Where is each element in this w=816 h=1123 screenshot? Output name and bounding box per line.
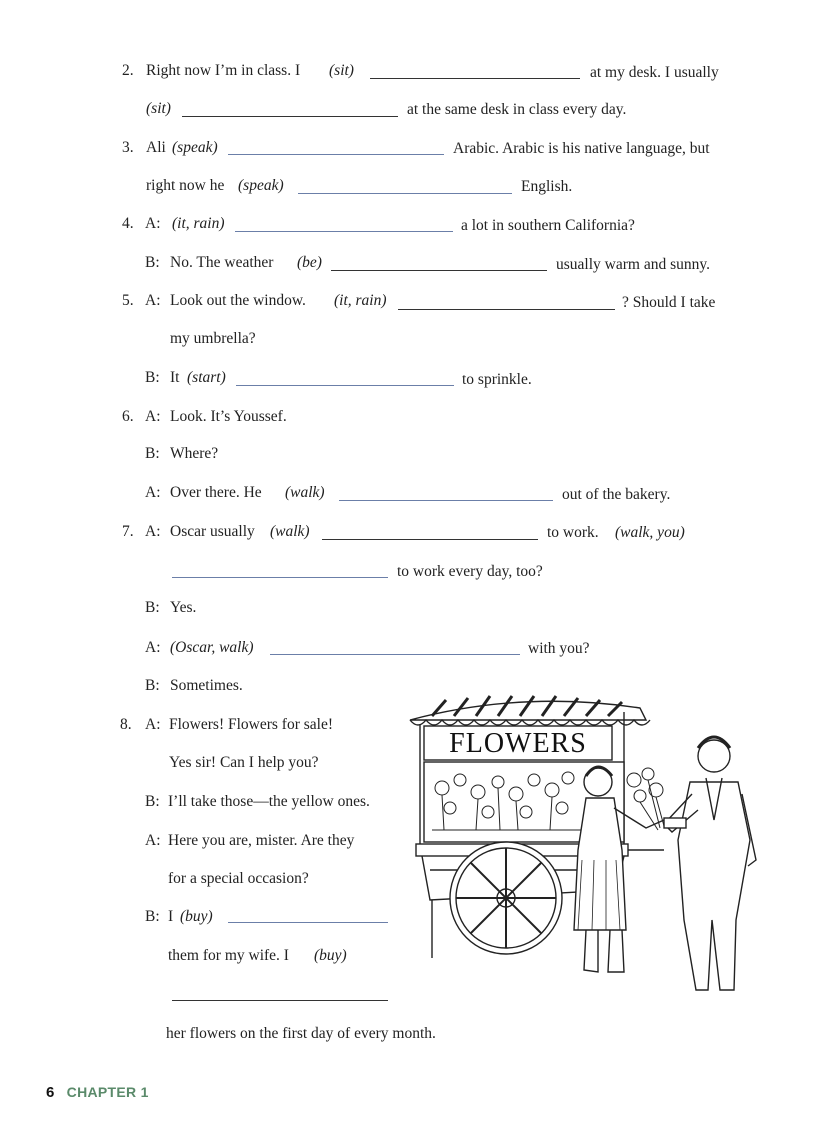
item-text: her flowers on the first day of every month. [166,1025,436,1042]
item-text: I’ll take those—the yellow ones. [168,793,370,810]
item-text: Ali [146,139,166,156]
speaker-label: B: [145,445,160,462]
speaker-label: A: [145,484,161,501]
item-number: 6. [122,408,134,425]
answer-blank[interactable] [228,154,444,155]
speaker-label: A: [145,292,161,309]
item-text: It [170,369,180,386]
verb-cue: (walk) [285,484,325,501]
speaker-label: A: [145,639,161,656]
item-text: Yes sir! Can I help you? [169,754,319,771]
item-text: at my desk. I usually [590,64,719,81]
speaker-label: A: [145,215,161,232]
item-text: my umbrella? [170,330,256,347]
flower-cart-illustration [402,690,762,1008]
item-text: them for my wife. I [168,947,289,964]
answer-blank[interactable] [298,193,512,194]
speaker-label: B: [145,369,160,386]
answer-blank[interactable] [331,270,547,271]
verb-cue: (walk, you) [615,524,685,541]
item-text: English. [521,178,573,195]
verb-cue: (buy) [314,947,347,964]
item-number: 5. [122,292,134,309]
speaker-label: A: [145,523,161,540]
verb-cue: (start) [187,369,226,386]
item-number: 8. [120,716,132,733]
item-text: Where? [170,445,219,462]
answer-blank[interactable] [172,1000,388,1001]
item-text: to sprinkle. [462,371,532,388]
verb-cue: (sit) [329,62,354,79]
verb-cue: (buy) [180,908,213,925]
item-text: out of the bakery. [562,486,671,503]
flowers-sign: FLOWERS [449,728,587,759]
item-text: to work every day, too? [397,563,543,580]
item-text: I [168,908,174,925]
item-number: 7. [122,523,134,540]
item-number: 4. [122,215,134,232]
speaker-label: B: [145,677,160,694]
verb-cue: (be) [297,254,322,271]
answer-blank[interactable] [235,231,453,232]
item-text: Oscar usually [170,523,255,540]
item-text: Look out the window. [170,292,306,309]
speaker-label: A: [145,832,161,849]
answer-blank[interactable] [339,500,553,501]
page-footer [46,1084,149,1102]
speaker-label: A: [145,716,161,733]
speaker-label: B: [145,254,160,271]
verb-cue: (speak) [172,139,218,156]
item-text: Over there. He [170,484,262,501]
answer-blank[interactable] [270,654,520,655]
verb-cue: (speak) [238,177,284,194]
answer-blank[interactable] [172,577,388,578]
verb-cue: (Oscar, walk) [170,639,254,656]
answer-blank[interactable] [182,116,398,117]
item-text: Right now I’m in class. I [146,62,301,79]
item-text: Arabic. Arabic is his native language, but [453,140,710,157]
verb-cue: (it, rain) [334,292,387,309]
answer-blank[interactable] [228,922,388,923]
item-text: to work. [547,524,599,541]
item-number: 3. [122,139,134,156]
item-text: Flowers! Flowers for sale! [169,716,334,733]
answer-blank[interactable] [398,309,615,310]
item-text: a lot in southern California? [461,217,635,234]
verb-cue: (walk) [270,523,310,540]
speaker-label: B: [145,599,160,616]
item-text: Look. It’s Youssef. [170,408,287,425]
answer-blank[interactable] [370,78,580,79]
page-number: 6 [46,1084,55,1101]
verb-cue: (it, rain) [172,215,225,232]
item-number: 2. [122,62,134,79]
item-text: No. The weather [170,254,274,271]
item-text: Sometimes. [170,677,243,694]
speaker-label: A: [145,408,161,425]
item-text: at the same desk in class every day. [407,101,627,118]
chapter-label: CHAPTER 1 [66,1084,149,1100]
item-text: usually warm and sunny. [556,256,710,273]
item-text: for a special occasion? [168,870,309,887]
item-text: Here you are, mister. Are they [168,832,355,849]
item-text: ? Should I take [622,294,716,311]
verb-cue: (sit) [146,100,171,117]
item-text: right now he [146,177,225,194]
item-text: Yes. [170,599,197,616]
speaker-label: B: [145,908,160,925]
item-text: with you? [528,640,590,657]
answer-blank[interactable] [236,385,454,386]
speaker-label: B: [145,793,160,810]
answer-blank[interactable] [322,539,538,540]
